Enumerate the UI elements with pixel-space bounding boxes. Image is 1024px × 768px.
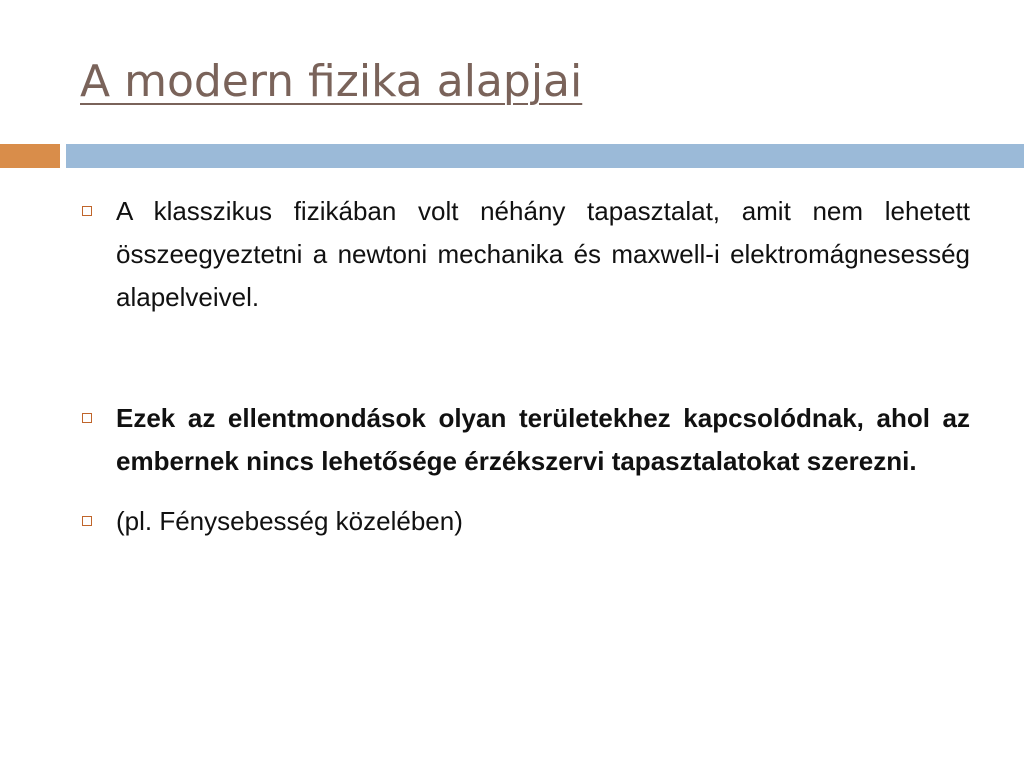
- slide-title: A modern fizika alapjai: [80, 56, 583, 107]
- bullet-text: A klasszikus fizikában volt néhány tapasztalat, amit nem lehetett összeegyeztetni a newtoni mechanika és maxwell-i elektromágnesesség alapelveivel.: [116, 196, 970, 312]
- bullet-text: Ezek az ellentmondások olyan területekhez kapcsolódnak, ahol az embernek nincs lehetősége érzékszervi tapasztalatokat szerezni.: [116, 403, 970, 476]
- header-accent-band: [0, 144, 60, 168]
- hollow-square-bullet-icon: [82, 516, 92, 526]
- bullet-text: (pl. Fénysebesség közelében): [116, 506, 463, 536]
- bullet-list: [78, 190, 970, 543]
- hollow-square-bullet-icon: [82, 413, 92, 423]
- bullet-item: [78, 500, 970, 543]
- hollow-square-bullet-icon: [82, 206, 92, 216]
- bullet-item: [78, 397, 970, 483]
- bullet-item: [78, 190, 970, 319]
- header-band: [66, 144, 1024, 168]
